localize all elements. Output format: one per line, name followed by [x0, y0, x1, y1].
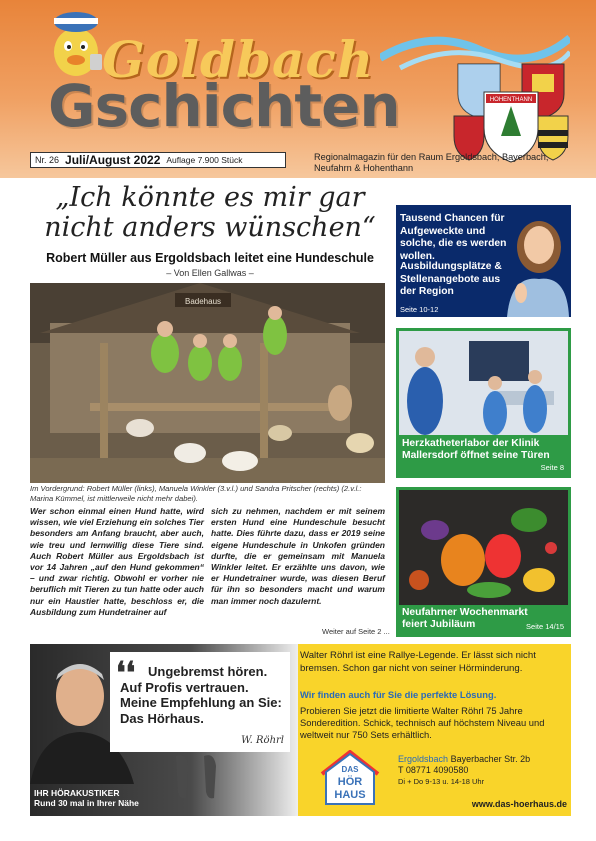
article-photo	[30, 283, 385, 483]
ad-photo-area	[30, 644, 298, 816]
article-column-1: Wer schon einmal einen Hund hatte, wird wissen, wie viel Erziehung ein solches Tier besonders am Anfang braucht, aber auch, wie treu und lernwillig diese Tiere sind. Auch Robert Müller aus Ergoldsbach ist vor 14 Jahren „auf den Hund gekommen“ – und zwar richtig. Obwohl er vorher nie beruflich mit Tieren zu tun hatte oder auch nur ein Haustier hatte, beschloss er, die Ausbildung zum Hundetrainer auf	[30, 506, 204, 617]
logo-goldbach: Goldbach	[102, 30, 375, 89]
article-subhead: Robert Müller aus Ergoldsbach leitet eine Hundeschule	[46, 251, 374, 265]
logo-word-2: HÖR	[337, 776, 363, 788]
market-teaser-page: Seite 14/15	[526, 622, 564, 631]
ad-paragraph-2: Wir finden auch für Sie die perfekte Lösung.	[300, 689, 497, 700]
logo-word-3: HAUS	[334, 789, 366, 801]
article-headline: „Ich könnte es mir gar nicht anders wünschen“	[44, 182, 376, 243]
quote-line-3: Meine Empfehlung an Sie:	[120, 695, 282, 710]
ad-street: Bayerbacher Str. 2b	[450, 754, 531, 764]
logo-word-1: DAS	[341, 765, 359, 774]
crest-label: HOHENTHANN	[489, 97, 533, 103]
ad-paragraph-1: Walter Röhrl ist eine Rallye-Legende. Er lässt sich nicht bremsen. Schon gar nicht von seiner Hörminderung.	[300, 650, 536, 674]
clinic-photo	[399, 331, 568, 435]
ad-tagline	[34, 788, 139, 808]
regional-tagline: Regionalmagazin für den Raum Ergoldsbach, Bayerbach, Neufahrn & Hohenthann	[314, 152, 549, 173]
jobs-teaser-page: Seite 10-12	[400, 305, 439, 314]
ad-hours: Di + Do 9-13 u. 14-18 Uhr	[398, 777, 485, 786]
jobs-teaser[interactable]	[396, 205, 571, 317]
issue-print-run: Auflage 7.900 Stück	[166, 155, 243, 165]
ad-tag-line1: IHR HÖRAKUSTIKER	[34, 788, 120, 798]
ad-town: Ergoldsbach	[398, 754, 449, 764]
ad-paragraph-3: Probieren Sie jetzt die limitierte Walter Röhrl 75 Jahre Sonderedition. Schick, technisch auf höchstem Niveau und weltweit nur 750 Sets erhältlich.	[300, 705, 545, 740]
clinic-teaser-title: Herzkatheterlabor der Klinik Mallersdorf öffnet seine Türen	[402, 438, 550, 461]
quote-box	[110, 652, 290, 752]
quote-line-4: Das Hörhaus.	[120, 710, 204, 726]
logo-gschichten: Gschichten	[48, 72, 400, 140]
jobs-teaser-line2: Ausbildungsplätze & Stellenangebote aus der Region	[400, 261, 502, 297]
hearing-aids-icon	[170, 752, 230, 802]
continued-link[interactable]: Weiter auf Seite 2 ...	[322, 627, 390, 636]
ad-text-area	[300, 644, 571, 816]
market-teaser[interactable]	[396, 487, 571, 637]
hoerhaus-logo-icon	[318, 750, 382, 806]
photo-sign: Badehaus	[184, 297, 222, 306]
ad-signature: W. Röhrl	[241, 735, 284, 746]
clinic-teaser[interactable]	[396, 328, 571, 478]
clinic-teaser-page: Seite 8	[540, 463, 564, 472]
ad-website-link[interactable]: www.das-hoerhaus.de	[471, 799, 567, 809]
quote-mark-icon: ❛❛	[116, 656, 136, 691]
ad-address	[398, 754, 530, 787]
article-byline: – Von Ellen Gallwas –	[166, 268, 254, 278]
article-column-2: sich zu nehmen, nachdem er mit seinem ersten Hund eine Hundeschule besucht hatte. Dies führte dazu, dass er 2019 seine eigene Hundeschule in Unkofen gründen durfte, die er gemeinsam mit Manuela Winkler leitet. Er erzählte uns davon, wie er Hundetrainer wurde, was diesen Beruf für ihn so besonders macht und warum man immer noch dazulernt.	[211, 506, 385, 606]
ad-tag-line2: Rund 30 mal in Ihrer Nähe	[34, 798, 139, 808]
quote-line-1: Ungebremst hören.	[148, 664, 268, 679]
hoerhaus-advertisement[interactable]	[30, 644, 571, 816]
jobs-teaser-line1: Tausend Chancen für Aufgeweckte und solche, die es werden wollen.	[400, 213, 507, 262]
issue-bar	[30, 152, 286, 168]
vegetables-photo	[399, 490, 568, 605]
ad-quote	[120, 664, 290, 726]
photo-caption: Im Vordergrund: Robert Müller (links), Manuela Winkler (3.v.l.) und Sandra Pritscher (rechts) (2.v.l.: Marina Kümmel, ist mittlerweile nicht mehr dabei).	[30, 484, 362, 503]
issue-number: Nr. 26	[35, 155, 60, 165]
issue-date: Juli/August 2022	[65, 153, 161, 167]
masthead	[0, 0, 596, 178]
quote-line-2: Auf Profis vertrauen.	[120, 679, 249, 695]
ad-phone[interactable]: T 08771 4090580	[398, 765, 469, 775]
market-teaser-title: Neufahrner Wochenmarkt feiert Jubiläum	[402, 607, 528, 630]
